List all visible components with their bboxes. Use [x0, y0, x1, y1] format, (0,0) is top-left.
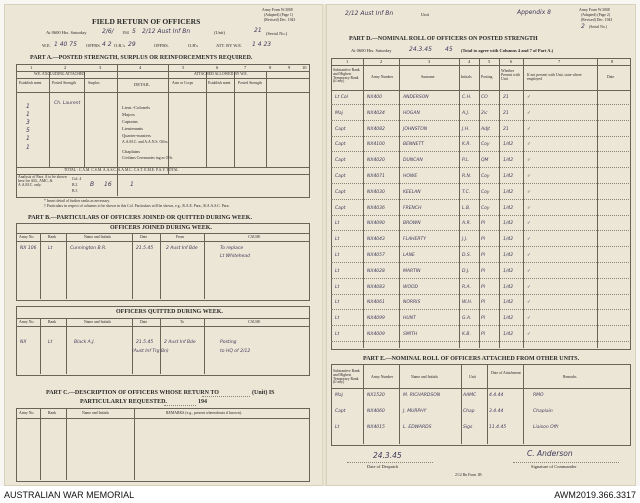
d-row-cell: Pl [481, 221, 485, 227]
rank-majors: Majors [122, 112, 135, 117]
archive-footer [0, 486, 640, 503]
d-col-num-7: 7 [558, 59, 561, 64]
e-row-cell: Sigs [463, 425, 473, 430]
d-row-cell: NX4082 [367, 126, 385, 132]
d-row-cell: NX4020 [367, 158, 385, 164]
d-row-cell: BENNETT [403, 142, 425, 148]
d-row-cell: BROWN [403, 221, 421, 227]
part-c-year: 194 [198, 399, 207, 405]
d-row-cell: LANE [403, 253, 415, 258]
part-c-head-name: Name and Initials [82, 411, 109, 415]
d-row-cell: A.J. [462, 110, 470, 116]
d-row-cell: 1/42 [503, 158, 514, 164]
d-row-cell: ✓ [527, 268, 531, 274]
d-row-cell: Capt [335, 174, 346, 179]
serial-handwritten: 21 [254, 27, 262, 34]
part-c-table [16, 408, 310, 482]
form-number: Army Form W.3008 [262, 8, 293, 12]
d-row-cell: 21 [503, 126, 509, 132]
d-row-cell: 1/42 [503, 316, 514, 322]
we-hw-3: 3 [26, 119, 30, 126]
e-row-cell: NX1520 [367, 393, 385, 398]
e-row-cell: J. MURPHY [403, 409, 427, 414]
date-handwritten: 2/6/ [102, 28, 114, 35]
we-hw-5: 1 [26, 135, 30, 142]
analysis-row-1: Col. 4 [72, 177, 82, 181]
d-row-cell: NX4083 [367, 284, 385, 290]
d-row-cell: ✓ [527, 95, 531, 100]
d-row-cell: MARTIN [403, 268, 421, 274]
d-row-cell: Pl [481, 316, 485, 322]
e-row-cell: Maj [335, 393, 343, 398]
d-row-cell: 1/42 [503, 221, 514, 227]
we-label: W.E. [42, 43, 51, 48]
d-row-cell: T.C. [462, 189, 471, 195]
part-a-heading: PART A.—POSTED STRENGTH, SURPLUS OR REINFORCEMENTS REQUIRED. [30, 55, 253, 61]
d-row-cell: Pl [481, 253, 485, 258]
quitted-head-to: To [180, 320, 184, 324]
e-row-cell: Chaplain [533, 409, 553, 414]
d-row-cell: 21 [503, 110, 509, 116]
quitted-cause: Posting [220, 340, 237, 345]
d-row-cell: Capt [335, 205, 346, 211]
d-row-cell: WOOD [403, 284, 418, 290]
commander-signature-label: Signature of Commander [531, 464, 577, 469]
quitted-head-rank: Rank [48, 320, 57, 324]
we-handwritten: 1 40 75 [54, 41, 77, 48]
d-col-num-5: 5 [488, 59, 491, 64]
part-c-head-rank: Rank [48, 411, 57, 415]
rank-lieut-colonels: Lieut.-Colonels [122, 105, 151, 110]
despatch-date-handwritten: 24.3.45 [373, 451, 402, 460]
d-head-initials: Initials [461, 75, 472, 79]
part-d-at-line: At 0600 Hrs. Saturday [351, 48, 392, 53]
we-hw-2: 1 [26, 111, 30, 118]
analysis-hw-3: 1 [130, 181, 134, 188]
d-head-posting: Posting [481, 75, 493, 79]
d-row-cell: 2ic [481, 110, 488, 116]
rank-quartermasters: Quarter-masters [122, 133, 151, 138]
posted-handwritten: Ch. Laurent [54, 101, 81, 106]
d-row-cell: ✓ [527, 158, 531, 164]
col-num-2: 2 [64, 65, 67, 70]
d-row-cell: QM [481, 158, 489, 164]
att-handwritten: 1 4 23 [252, 41, 272, 48]
quitted-rank: Lt [48, 340, 53, 345]
joined-head-name: Name and Initials [84, 235, 111, 239]
e-head-name: Name and Initials [411, 375, 438, 379]
attached-allowed-header: ATTACHED ALLOWED BY W.E. [194, 72, 248, 76]
footer-right: AWM2019.366.3317 [554, 490, 636, 500]
d-row-cell: 1/42 [503, 205, 514, 211]
d-row-cell: 1/42 [503, 189, 514, 195]
d-row-cell: KEELAN [403, 189, 421, 195]
part-d-agree: (Total to agree with Columns 4 and 7 of Part A.) [461, 48, 554, 53]
d-col-num-2: 2 [380, 59, 383, 64]
joined-table [16, 223, 310, 301]
part-c-heading: PART C.—DESCRIPTION OF OFFICERS WHOSE RETURN TO [46, 390, 219, 396]
e-head-unit: Unit [469, 375, 476, 379]
e-row-cell: NX4060 [367, 409, 385, 414]
d-row-cell: NX4099 [367, 316, 385, 322]
d-row-cell: L.B. [462, 205, 471, 211]
d-row-cell: Lt [335, 300, 340, 306]
joined-rank: Lt [48, 246, 53, 251]
quitted-to-2: (Aust Inf Trg Bn) [132, 349, 169, 354]
d-row-cell: NX4057 [367, 253, 385, 258]
d-row-cell: ✓ [527, 316, 531, 322]
right-serial-label: (Serial No.) [589, 25, 607, 29]
d-head-surname: Surname [421, 75, 435, 79]
d-row-cell: Maj [335, 110, 343, 116]
d-head-rank: Substantive Rank and Highest Temporary Rank (if any) [333, 68, 360, 84]
d-row-cell: 1/42 [503, 300, 514, 306]
d-row-cell: FRENCH [403, 205, 422, 211]
d-row-cell: NX4024 [367, 110, 385, 116]
e-row-cell: NX4015 [367, 425, 385, 430]
year-label: 194 [122, 30, 129, 35]
d-row-cell: 1/42 [503, 332, 514, 337]
rank-civilians: Civilians Ceremonies ing as Offr. [122, 156, 173, 160]
d-row-cell: Capt [335, 158, 346, 164]
d-row-cell: 1/42 [503, 268, 514, 274]
e-row-cell: 3.4.44 [489, 409, 504, 414]
col-head-posted-b: Posted Strength [238, 81, 262, 85]
col-head-establishment: Establish ment [19, 81, 42, 85]
d-row-cell: NX4030 [367, 189, 385, 195]
d-row-cell: CO [481, 95, 488, 100]
e-head-date: Date of Attachment [491, 371, 521, 375]
d-row-cell: Capt [335, 126, 346, 132]
footnote-1: * Insert detail of further ranks as necessary. [44, 199, 110, 203]
document-title: FIELD RETURN OF OFFICERS [92, 17, 201, 26]
rank-captains: Captains [122, 119, 138, 124]
at-line-label: At 0600 Hrs. Saturday [46, 30, 87, 35]
d-row-cell: NX400 [367, 95, 383, 100]
d-row-cell: ✓ [527, 174, 531, 179]
e-row-cell: Capt [335, 409, 346, 414]
d-row-cell: ✓ [527, 300, 531, 306]
d-row-cell: ✓ [527, 110, 531, 116]
e-head-remarks: Remarks [563, 375, 577, 379]
rank-lieutenants: Lieutenants [122, 126, 143, 131]
totals-row: TOTAL : C.A.M. C.S.M. A.A.S.C. A.A.M.C. C.S.T. E.M.E. P.A.Y. TOTAL [64, 168, 179, 172]
d-row-cell: Coy [481, 205, 490, 211]
col-num-7: 7 [244, 65, 247, 70]
col-num-5: 5 [182, 65, 185, 70]
d-row-cell: K.R. [462, 142, 471, 148]
footer-left: AUSTRALIAN WAR MEMORIAL [4, 490, 135, 500]
joined-cause: To replace [220, 246, 244, 251]
e-row-cell: Lt [335, 425, 340, 430]
d-row-cell: ✓ [527, 221, 531, 227]
e-row-cell: AAMC [463, 393, 477, 398]
d-row-cell: 21 [503, 95, 509, 100]
d-row-cell: 1/42 [503, 284, 514, 290]
joined-date: 21.5.45 [136, 246, 154, 251]
ors-label: O.R.'s [114, 43, 126, 48]
part-c-requested: PARTICULARLY REQUESTED. [80, 399, 167, 405]
serial-label: (Serial No.) [266, 31, 288, 36]
d-row-cell: Pl [481, 237, 485, 243]
commander-signature-handwritten: C. Anderson [527, 449, 573, 458]
offrs-label: OFFRS. [86, 43, 101, 48]
d-row-cell: W.H. [462, 300, 473, 306]
d-row-cell: DUNCAN [403, 158, 423, 164]
right-unit-label: Unit [421, 12, 430, 17]
detail-header: DETAIL [134, 82, 150, 87]
quitted-to: 2 Aust Inf Bde [164, 340, 196, 345]
d-col-num-1: 1 [346, 59, 349, 64]
rank-chaplains: Chaplains [122, 149, 140, 154]
quitted-cause-2: to HQ of 2/12 [220, 349, 251, 354]
print-note: 2/12 Bn Form 1B [455, 473, 482, 477]
d-row-cell: NX4036 [367, 205, 385, 211]
part-c-head-remarks: REMARKS (e.g., present whereabouts if known). [166, 411, 242, 415]
right-serial-handwritten: 2 [581, 23, 585, 30]
d-row-cell: Lt [335, 332, 340, 337]
d-row-cell: Pl [481, 268, 485, 274]
e-row-cell: RMO [533, 393, 544, 398]
d-row-cell: C.H. [462, 95, 472, 100]
col-num-9: 9 [288, 65, 291, 70]
d-row-cell: Pl [481, 300, 485, 306]
e-row-cell: L. EDWARDS [403, 425, 432, 430]
part-d-table [331, 58, 631, 350]
d-row-cell: Lt Col [335, 95, 348, 100]
joined-head-rank: Rank [48, 235, 57, 239]
d-row-cell: Lt [335, 284, 340, 290]
col-num-10: 10 [302, 65, 307, 70]
unit-label: (Unit) [214, 30, 225, 35]
right-form-number: Army Form W.3008 [579, 8, 610, 12]
d-row-cell: ANDERSON [403, 95, 429, 100]
d-row-cell: NX4043 [367, 237, 385, 243]
e-row-cell: Liaison Offr [533, 425, 559, 430]
d-row-cell: 1/42 [503, 142, 514, 148]
d-row-cell: NORRIS [403, 300, 421, 306]
d-row-cell: Coy [481, 142, 490, 148]
joined-head-from: From [176, 235, 185, 239]
d-row-cell: ✓ [527, 126, 531, 132]
d-row-cell: NX4090 [367, 221, 385, 227]
d-head-army-no: Army Number [371, 75, 394, 79]
d-row-cell: ✓ [527, 332, 531, 337]
d-row-cell: HUNT [403, 316, 416, 322]
d-head-date: Date [607, 75, 615, 79]
form-revised: (Revised) Dec. 1943 [264, 18, 296, 22]
d-row-cell: ✓ [527, 142, 531, 148]
quitted-title: OFFICERS QUITTED DURING WEEK. [116, 309, 223, 315]
d-row-cell: Capt [335, 142, 346, 148]
d-row-cell: Pl [481, 332, 485, 337]
d-col-num-4: 4 [468, 59, 471, 64]
joined-from: 2 Aust Inf Bde [166, 246, 198, 251]
col-num-1: 1 [30, 65, 33, 70]
offrs-handwritten: 4 2 [102, 41, 112, 48]
right-form-revised: (Revised) Dec. 1943 [581, 18, 613, 22]
e-row-cell: 11.4.45 [489, 425, 507, 430]
part-c-head-army-no: Army No. [19, 411, 35, 415]
d-row-cell: HOWE [403, 174, 418, 179]
right-page [327, 4, 636, 486]
we-hw-4: 5 [26, 127, 30, 134]
d-row-cell: NX4061 [367, 300, 385, 306]
d-row-cell: P.L. [462, 158, 470, 164]
d-row-cell: G.A. [462, 316, 472, 322]
ors-handwritten: 29 [128, 41, 136, 48]
e-row-cell: M. RICHARDSON [403, 393, 441, 398]
quitted-head-name: Name and Initials [84, 320, 111, 324]
d-row-cell: Adjt [481, 126, 490, 132]
d-row-cell: NX4071 [367, 174, 385, 179]
d-col-num-6: 6 [510, 59, 513, 64]
d-row-cell: Capt [335, 189, 346, 195]
d-row-cell: NX4028 [367, 268, 385, 274]
part-d-heading: PART D.—NOMINAL ROLL OF OFFICERS ON POSTED STRENGTH [349, 36, 538, 42]
joined-head-date: Date [140, 235, 148, 239]
right-form-subtitle: (Adapted) (Page 2) [581, 13, 611, 17]
part-c-unit: (Unit) IS [252, 390, 275, 396]
quitted-army-no: NX [20, 340, 27, 345]
quitted-head-date: Date [140, 320, 148, 324]
d-col-num-3: 3 [428, 59, 431, 64]
we-hw-1: 1 [26, 103, 30, 110]
field-return-document [4, 4, 636, 486]
d-row-cell: Lt [335, 268, 340, 274]
analysis-note: Analysis of Para. A to be shown here for AIG, AMC, & A.A.M.C. only. [18, 175, 67, 187]
d-row-cell: ✓ [527, 284, 531, 290]
we-hw-6: 1 [26, 144, 30, 151]
d-row-cell: K.B. [462, 332, 471, 337]
d-row-cell: HOGAN [403, 110, 420, 116]
ors2-label: O.R's [188, 43, 198, 48]
d-row-cell: R.A. [462, 284, 472, 290]
col-head-establishment-b: Establish ment [208, 81, 231, 85]
quitted-head-cause: CAUSE [248, 320, 261, 324]
d-row-cell: Coy [481, 189, 490, 195]
analysis-hw-1: B [90, 181, 95, 188]
d-row-cell: A.R. [462, 221, 472, 227]
quitted-head-army-no: Army No. [19, 320, 35, 324]
right-unit-handwritten: 2/12 Aust Inf Bn [345, 10, 394, 17]
e-head-rank: Substantive Rank and Highest Temporary Rank (if any) [333, 369, 360, 385]
d-row-cell: 1/42 [503, 237, 514, 243]
part-d-year-hw: 45 [445, 46, 453, 53]
quitted-date: 21.5.45 [136, 340, 154, 345]
d-row-cell: R.N. [462, 174, 472, 179]
joined-cause-2: Lt Whitehead [220, 254, 251, 259]
joined-title: OFFICERS JOINED DURING WEEK. [110, 225, 212, 231]
offrs2-label: OFFRS. [154, 43, 169, 48]
unit-handwritten: 2/12 Aust Inf Bn [142, 28, 191, 35]
col-num-4: 4 [139, 65, 142, 70]
att-label: ATT. BY W.E. [216, 43, 243, 48]
d-row-cell: SMITH [403, 332, 418, 337]
part-e-heading: PART E.—NOMINAL ROLL OF OFFICERS ATTACHED FROM OTHER UNITS. [363, 356, 580, 362]
joined-army-no: NX 106 [20, 246, 37, 251]
d-row-cell: JOHNSTON [403, 126, 428, 132]
d-row-cell: NX4100 [367, 142, 385, 148]
form-subtitle: (Adapted) (Page 1) [264, 13, 294, 17]
quitted-table [16, 306, 310, 376]
analysis-hw-2: 16 [104, 181, 112, 188]
appendix-handwritten: Appendix 8 [517, 9, 551, 16]
d-head-present: Whether Present with Unit [501, 69, 520, 81]
col-num-6: 6 [216, 65, 219, 70]
col-num-8: 8 [269, 65, 272, 70]
d-row-cell: FLAHERTY [403, 237, 427, 243]
e-head-army-no: Army Number [371, 375, 394, 379]
d-row-cell: D.J. [462, 268, 470, 274]
joined-head-cause: CAUSE [248, 235, 261, 239]
d-row-cell: J.H. [462, 126, 470, 132]
d-col-num-8: 8 [611, 59, 614, 64]
left-page [4, 4, 322, 486]
d-row-cell: ✓ [527, 237, 531, 243]
d-row-cell: ✓ [527, 253, 531, 258]
d-row-cell: Lt [335, 237, 340, 243]
rank-aamc: A.A.M.C. and A.A.N.S. Offrs. [122, 140, 169, 144]
d-row-cell: NX4009 [367, 332, 385, 337]
col-head-arm: Arm or Corps [172, 81, 194, 85]
analysis-row-2: B.2 [72, 183, 78, 187]
part-b-heading: PART B.—PARTICULARS OF OFFICERS JOINED OR QUITTED DURING WEEK. [28, 215, 252, 221]
d-row-cell: Coy [481, 174, 490, 179]
d-row-cell: J.J. [462, 237, 468, 243]
we-excl-header: W.E. EXCLUDING ATTACHED [34, 72, 86, 76]
analysis-row-3: B.3 [72, 189, 78, 193]
d-row-cell: ✓ [527, 205, 531, 211]
col-head-posted: Posted Strength [52, 81, 76, 85]
footnote-2: † Particulars in respect of columns to be shown in this Col. Particulars will be shown, e.g., R.A.E. Para., R.A.A.S.C. Para. [44, 204, 230, 208]
d-row-cell: Pl [481, 284, 485, 290]
d-row-cell: Lt [335, 316, 340, 322]
d-row-cell: 1/42 [503, 253, 514, 258]
col-num-3: 3 [99, 65, 102, 70]
d-row-cell: Lt [335, 221, 340, 227]
joined-name: Cunnington B.R. [70, 246, 107, 251]
quitted-name: Black A.J. [74, 340, 95, 345]
col-head-surplus: Surplus [88, 81, 100, 85]
d-row-cell: Lt [335, 253, 340, 258]
year-handwritten: 5 [132, 28, 136, 35]
e-row-cell: Chap [463, 409, 475, 414]
d-row-cell: D.S. [462, 253, 472, 258]
d-row-cell: 1/42 [503, 174, 514, 179]
joined-head-army-no: Army No. [19, 235, 35, 239]
d-head-employed: If not present with Unit, state where employed [527, 73, 582, 81]
d-row-cell: ✓ [527, 189, 531, 195]
e-row-cell: 4.4.44 [489, 393, 504, 398]
part-d-date-hw: 24.3.45 [409, 46, 432, 53]
despatch-date-label: Date of Despatch [367, 464, 399, 469]
